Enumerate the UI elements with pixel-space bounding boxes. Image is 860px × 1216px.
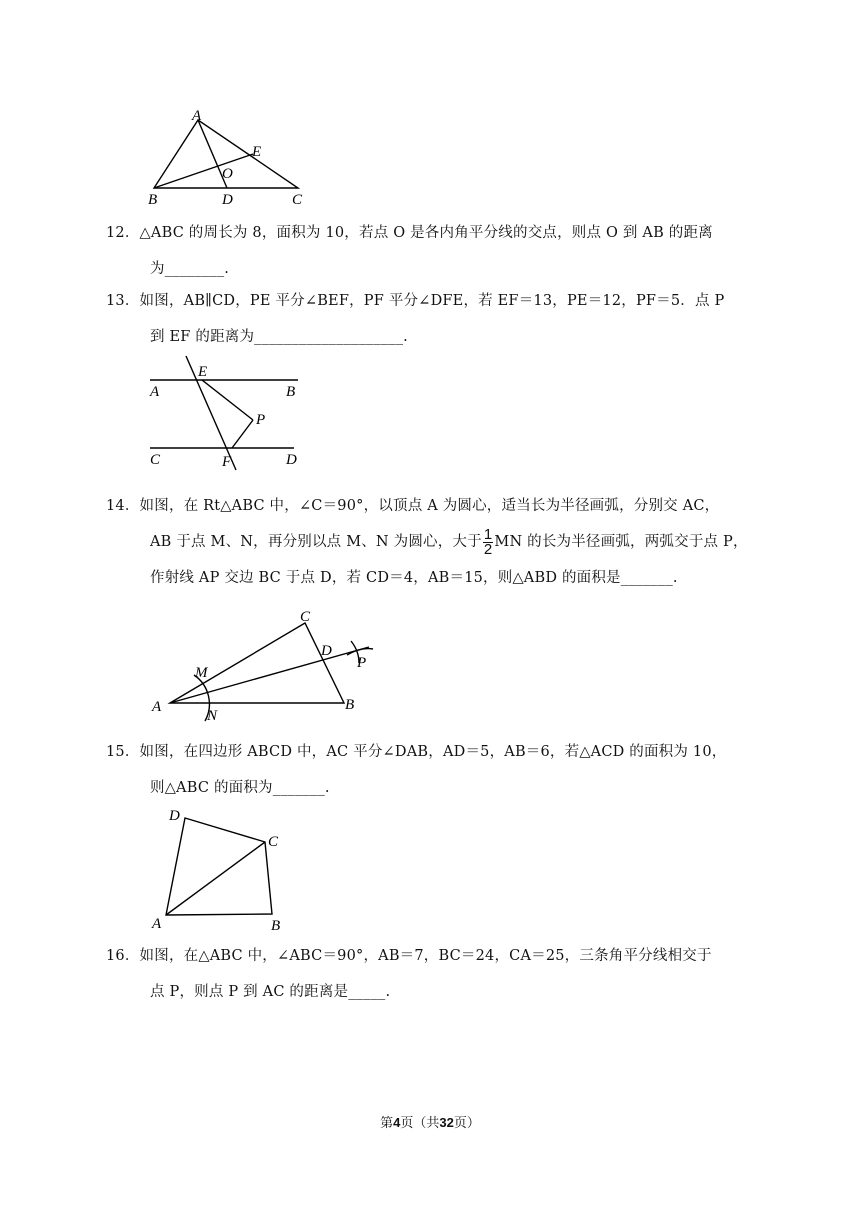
figure-lines xyxy=(166,818,272,915)
page-footer xyxy=(0,1112,860,1131)
question-14-line-3: 作射线 AP 交边 BC 于点 D，若 CD＝4，AB＝15，则△ABD 的面积是_______. xyxy=(150,570,678,586)
label-f: F xyxy=(222,454,232,470)
label-d: D xyxy=(321,643,332,659)
question-16 xyxy=(106,938,736,1010)
label-a: A xyxy=(152,916,162,932)
label-c: C xyxy=(150,452,161,468)
question-13 xyxy=(106,283,736,355)
label-b: B xyxy=(271,918,281,934)
figure-lines xyxy=(150,356,298,470)
question-14-line-2-end: MN 的长为半径画弧，两弧交于点 P， xyxy=(494,534,748,550)
figure-triangle-abc-cevians xyxy=(140,108,320,208)
question-14-line-2 xyxy=(106,524,748,560)
label-b: B xyxy=(286,384,296,400)
label-m: M xyxy=(195,665,208,681)
fraction-denominator: 2 xyxy=(483,540,493,558)
label-p: P xyxy=(357,655,367,671)
label-b: B xyxy=(148,192,158,208)
footer-suffix: 页） xyxy=(453,1116,480,1131)
label-c: C xyxy=(292,192,303,208)
question-16-line-1: 16．如图，在△ABC 中，∠ABC＝90°，AB＝7，BC＝24，CA＝25，三条角平分线相交于 xyxy=(106,948,712,964)
label-o: O xyxy=(222,166,233,182)
question-14-line-1: 14．如图，在 Rt△ABC 中，∠C＝90°，以顶点 A 为圆心，适当长为半径画弧，分别交 AC， xyxy=(106,498,720,514)
question-14 xyxy=(106,488,748,596)
label-e: E xyxy=(198,364,208,380)
question-13-line-1: 13．如图，AB∥CD，PE 平分∠BEF，PF 平分∠DFE，若 EF＝13，PE＝12，PF＝5．点 P xyxy=(106,293,725,309)
question-15-line-2: 则△ABC 的面积为_______. xyxy=(150,780,330,796)
footer-prefix: 第 xyxy=(380,1116,394,1131)
label-d: D xyxy=(169,808,180,824)
footer-total-pages: 32 xyxy=(439,1115,454,1130)
footer-middle: 页（共 xyxy=(400,1116,440,1131)
figure-quadrilateral-abcd xyxy=(145,804,295,934)
fraction-one-half xyxy=(483,525,494,558)
label-c: C xyxy=(300,609,311,625)
label-d: D xyxy=(222,192,233,208)
question-14-line-2-start: AB 于点 M、N，再分别以点 M、N 为圆心，大于 xyxy=(150,534,482,550)
figure-angle-bisector-construction xyxy=(145,605,385,730)
question-12-line-2: 为________. xyxy=(150,261,230,277)
question-16-line-2: 点 P，则点 P 到 AC 的距离是_____. xyxy=(150,984,391,1000)
figure-parallel-lines-bisectors xyxy=(140,352,310,472)
label-d: D xyxy=(286,452,297,468)
label-a: A xyxy=(152,699,162,715)
label-n: N xyxy=(207,708,218,724)
question-13-line-2: 到 EF 的距离为____________________. xyxy=(150,329,408,345)
question-12 xyxy=(106,215,736,287)
label-a: A xyxy=(192,108,202,124)
label-b: B xyxy=(345,697,355,713)
question-12-line-1: 12．△ABC 的周长为 8，面积为 10，若点 O 是各内角平分线的交点，则点 O 到 AB 的距离 xyxy=(106,225,713,241)
label-c: C xyxy=(268,834,279,850)
label-p: P xyxy=(256,412,266,428)
label-a: A xyxy=(150,384,160,400)
fraction-numerator: 1 xyxy=(483,525,493,543)
question-15 xyxy=(106,734,736,806)
question-15-line-1: 15．如图，在四边形 ABCD 中，AC 平分∠DAB，AD＝5，AB＝6，若△ACD 的面积为 10， xyxy=(106,744,727,760)
footer-page-number: 4 xyxy=(393,1115,401,1130)
label-e: E xyxy=(252,144,262,160)
